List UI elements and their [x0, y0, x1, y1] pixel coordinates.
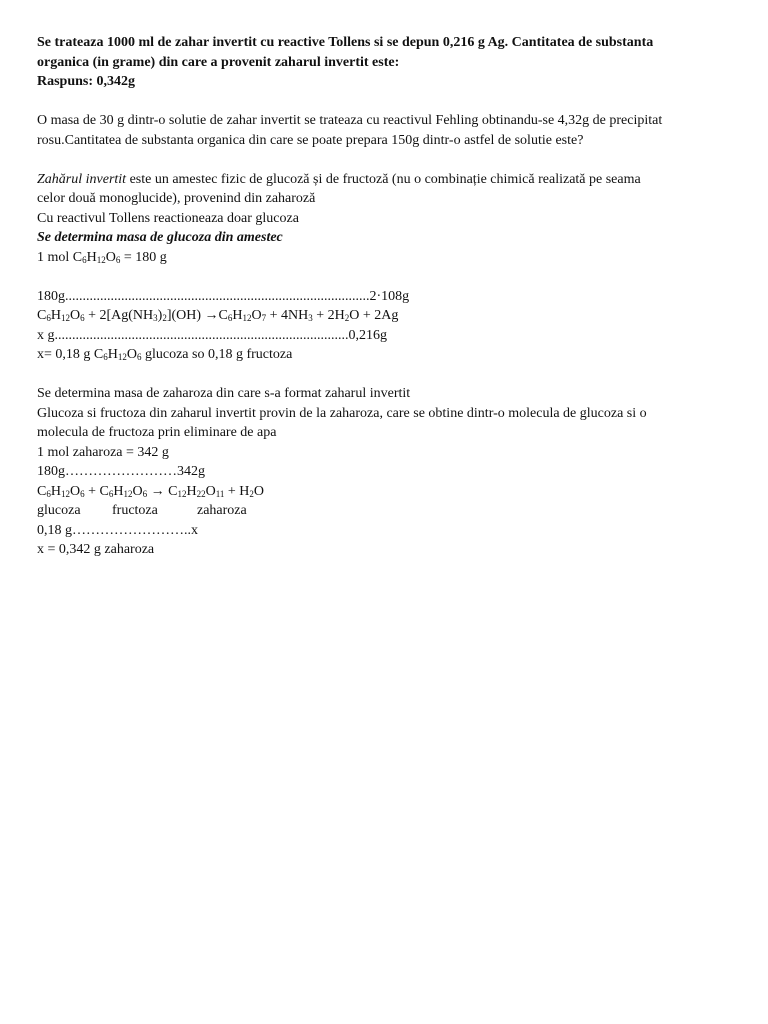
glucose-molar-mass: 1 mol $C_6H_{12}O_6 = 180$ g — [37, 249, 167, 265]
invert-sugar-definition-line2: celor două monoglucide), provenind din zaharoză — [37, 191, 316, 206]
invert-sugar-term: Zahărul invertit — [37, 171, 127, 187]
reaction1-bottom-proportion: x g....................................................................................0,216g — [37, 327, 387, 343]
reaction2-result: x = 0,342 g zaharoza — [37, 542, 155, 557]
reaction1-equation: $C_6H_{12}O_6 + 2[Ag(NH_3)_2](OH) \to C_6H_{12}O_7 + 4NH_3 + 2H_2O + 2Ag$ — [37, 308, 399, 323]
reaction1-top-proportion: 180g.......................................................................................2·108g — [37, 288, 410, 304]
reaction1-result: x= 0,18 g $C_6H_{12}O_6$ glucoza so 0,18 g fructoza — [37, 347, 293, 362]
name-glucose: glucoza — [37, 503, 81, 518]
sucrose-text-line1: Glucoza si fructoza din zaharul invertit provin de la zaharoza, care se obtine dintr-o molecula de glucoza si o — [37, 405, 647, 421]
invert-sugar-definition-line1: Zahărul invertit este un amestec fizic de glucoză și de fructoză (nu o combinație chimică realizată pe seama — [37, 171, 641, 187]
name-sucrose: zaharoza — [197, 503, 247, 518]
sucrose-text-line2: molecula de fructoza prin eliminare de apa — [37, 425, 277, 440]
sucrose-heading: Se determina masa de zaharoza din care s-a format zaharul invertit — [37, 386, 411, 401]
name-fructose: fructoza — [112, 503, 158, 518]
reaction2-equation: $C_6H_{12}O_6 + C_6H_{12}O_6 \to C_{12}H_{22}O_{11} + H_2O$ — [37, 483, 264, 499]
problem1-line2: organica (in grame) din care a provenit zaharul invertit este: — [37, 54, 400, 70]
tollens-note: Cu reactivul Tollens reactioneaza doar glucoza — [37, 210, 299, 226]
problem2-line2: rosu.Cantitatea de substanta organica din care se poate prepara 150g dintr-o astfel de solutie este? — [37, 132, 584, 148]
glucose-mass-heading: Se determina masa de glucoza din amestec — [37, 230, 283, 245]
reaction2-bottom-proportion: 0,18 g……………………..x — [37, 522, 198, 538]
reaction2-compound-names — [37, 501, 737, 521]
problem1-answer: Raspuns: 0,342g — [37, 74, 136, 89]
problem2-line1: O masa de 30 g dintr-o solutie de zahar invertit se trateaza cu reactivul Fehling obtinandu-se 4,32g de precipitat — [37, 113, 663, 128]
sucrose-molar-mass: 1 mol zaharoza = 342 g — [37, 444, 169, 460]
reaction2-top-proportion: 180g……………………342g — [37, 464, 205, 479]
document-page — [37, 33, 737, 560]
problem1-line1: Se trateaza 1000 ml de zahar invertit cu reactive Tollens si se depun 0,216 g Ag. Cantitatea de substanta — [37, 35, 654, 50]
